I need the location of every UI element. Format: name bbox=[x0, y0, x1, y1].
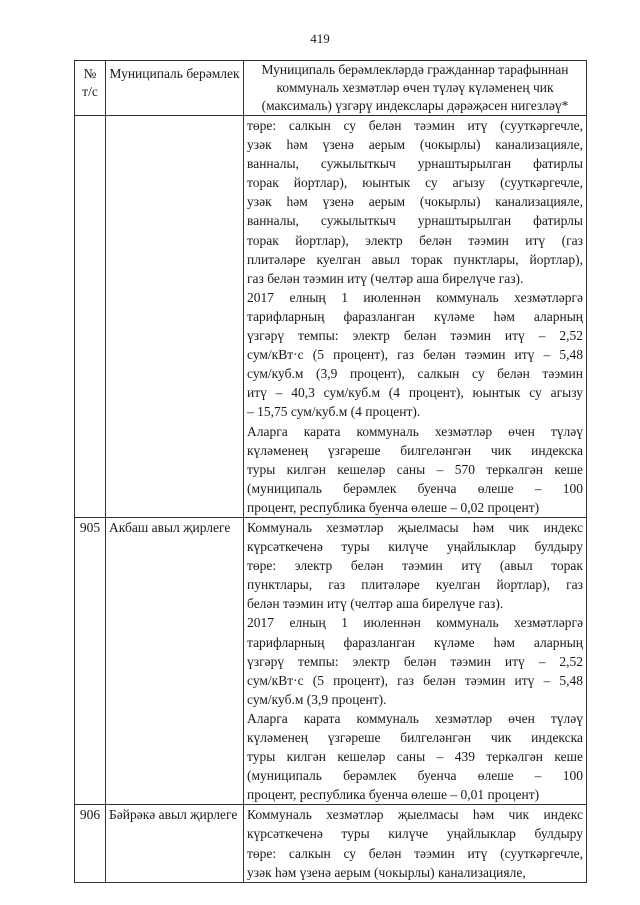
table-row bbox=[75, 517, 587, 804]
description-line: Коммуналь хезмәтләр җыелмасы һәм чик индекс bbox=[247, 807, 583, 823]
description-line: процент, республика буенча өлеше – 0,01 процент) bbox=[247, 787, 540, 803]
row-description bbox=[244, 116, 587, 518]
row-municipality bbox=[106, 116, 244, 518]
description-line: (муниципаль берәмлек буенча өлеше – 100 bbox=[247, 480, 583, 496]
table-row bbox=[75, 116, 587, 518]
description-line: Аларга карата коммуналь хезмәтләр өчен түләү bbox=[247, 423, 583, 439]
description-line: плитәләре куелган авыл торак пунктлары, йортлар), bbox=[247, 251, 583, 267]
description-line: үзгәрү темпы: электр белән тәэмин итү – 2,52 bbox=[247, 653, 583, 669]
header-description: Муниципаль берәмлекләрдә гражданнар тарафыннан коммуналь хезмәтләр өчен түләү күләменең чик (максималь) үзгәрү индекслары дәрәҗәсен нигезләү* bbox=[244, 61, 587, 116]
description-line: төре: электр белән тәэмин итү (авыл торак bbox=[247, 558, 583, 574]
description-line: торак йортлар), юынтык су агызу (сууткәргечле, bbox=[247, 175, 583, 191]
description-line: – 15,75 сум/куб.м (4 процент). bbox=[247, 404, 421, 420]
row-number: 905 bbox=[75, 517, 106, 804]
description-line: сум/куб.м (3,9 процент). bbox=[247, 691, 387, 707]
description-line: торак йортлар), электр белән тәэмин итү (газ bbox=[247, 232, 583, 248]
page-number: 419 bbox=[310, 31, 330, 46]
description-line: күләменең үзгәреше билгеләнгән чик индекска bbox=[247, 442, 583, 458]
description-line: ванналы, сужылыткыч урнаштырылган фатирлы bbox=[247, 156, 583, 172]
row-description bbox=[244, 517, 587, 804]
description-line: узәк һәм үзенә аерым (чокырлы) канализацияле, bbox=[247, 194, 583, 210]
row-municipality: Бәйрәкә авыл җирлеге bbox=[106, 805, 244, 882]
description-line: узәк һәм үзенә аерым (чокырлы) канализацияле, bbox=[247, 864, 526, 880]
row-number bbox=[75, 116, 106, 518]
description-line: узәк һәм үзенә аерым (чокырлы) канализацияле, bbox=[247, 137, 583, 153]
description-line: 2017 елның 1 июленнән коммуналь хезмәтләргә bbox=[247, 289, 583, 305]
description-line: сум/кВт·с (5 процент), газ белән тәэмин итү – 5,48 bbox=[247, 347, 583, 363]
description-line: тарифларның фаразланган күләме һәм аларның bbox=[247, 634, 583, 650]
row-municipality: Акбаш авыл җирлеге bbox=[106, 517, 244, 804]
description-line: төре: салкын су белән тәэмин итү (сууткәргечле, bbox=[247, 845, 583, 861]
description-line: 2017 елның 1 июленнән коммуналь хезмәтләргә bbox=[247, 615, 583, 631]
description-line: сум/куб.м (3,9 процент), салкын су белән тәэмин bbox=[247, 366, 583, 382]
description-line: туры килгән кешеләр саны – 570 теркәлгән кеше bbox=[247, 461, 583, 477]
header-number: № т/с bbox=[75, 61, 106, 116]
index-table bbox=[74, 60, 587, 883]
header-municipality: Муниципаль берәмлек bbox=[106, 61, 244, 116]
description-line: сум/кВт·с (5 процент), газ белән тәэмин итү – 5,48 bbox=[247, 672, 583, 688]
table-row bbox=[75, 805, 587, 882]
description-line: ванналы, сужылыткыч урнаштырылган фатирлы bbox=[247, 213, 583, 229]
description-line: пунктлары, газ плитәләре куелган йортлар), газ bbox=[247, 577, 583, 593]
row-description bbox=[244, 805, 587, 882]
description-line: күрсәткеченә туры килүче уңайлыклар булдыру bbox=[247, 826, 583, 842]
description-line: Аларга карата коммуналь хезмәтләр өчен түләү bbox=[247, 710, 583, 726]
description-line: газ белән тәэмин итү (челтәр аша бирелүче газ). bbox=[247, 270, 524, 286]
description-line: (муниципаль берәмлек буенча өлеше – 100 bbox=[247, 768, 583, 784]
description-line: күләменең үзгәреше билгеләнгән чик индекска bbox=[247, 730, 583, 745]
description-line: процент, республика буенча өлеше – 0,02 процент) bbox=[247, 499, 540, 515]
description-line: белән тәэмин итү (челтәр аша бирелүче газ). bbox=[247, 596, 504, 612]
row-number: 906 bbox=[75, 805, 106, 882]
description-line: төре: салкын су белән тәэмин итү (сууткәргечле, bbox=[247, 118, 583, 133]
description-line: туры килгән кешеләр саны – 439 теркәлгән кеше bbox=[247, 749, 583, 765]
description-line: Коммуналь хезмәтләр җыелмасы һәм чик индекс bbox=[247, 519, 583, 535]
table-header-row bbox=[75, 61, 587, 116]
description-line: үзгәрү темпы: электр белән тәэмин итү – 2,52 bbox=[247, 328, 583, 344]
description-line: күрсәткеченә туры килүче уңайлыклар булдыру bbox=[247, 539, 583, 555]
description-line: итү – 40,3 сум/куб.м (4 процент), юынтык су агызу bbox=[247, 385, 583, 401]
description-line: тарифларның фаразланган күләме һәм аларның bbox=[247, 308, 583, 324]
